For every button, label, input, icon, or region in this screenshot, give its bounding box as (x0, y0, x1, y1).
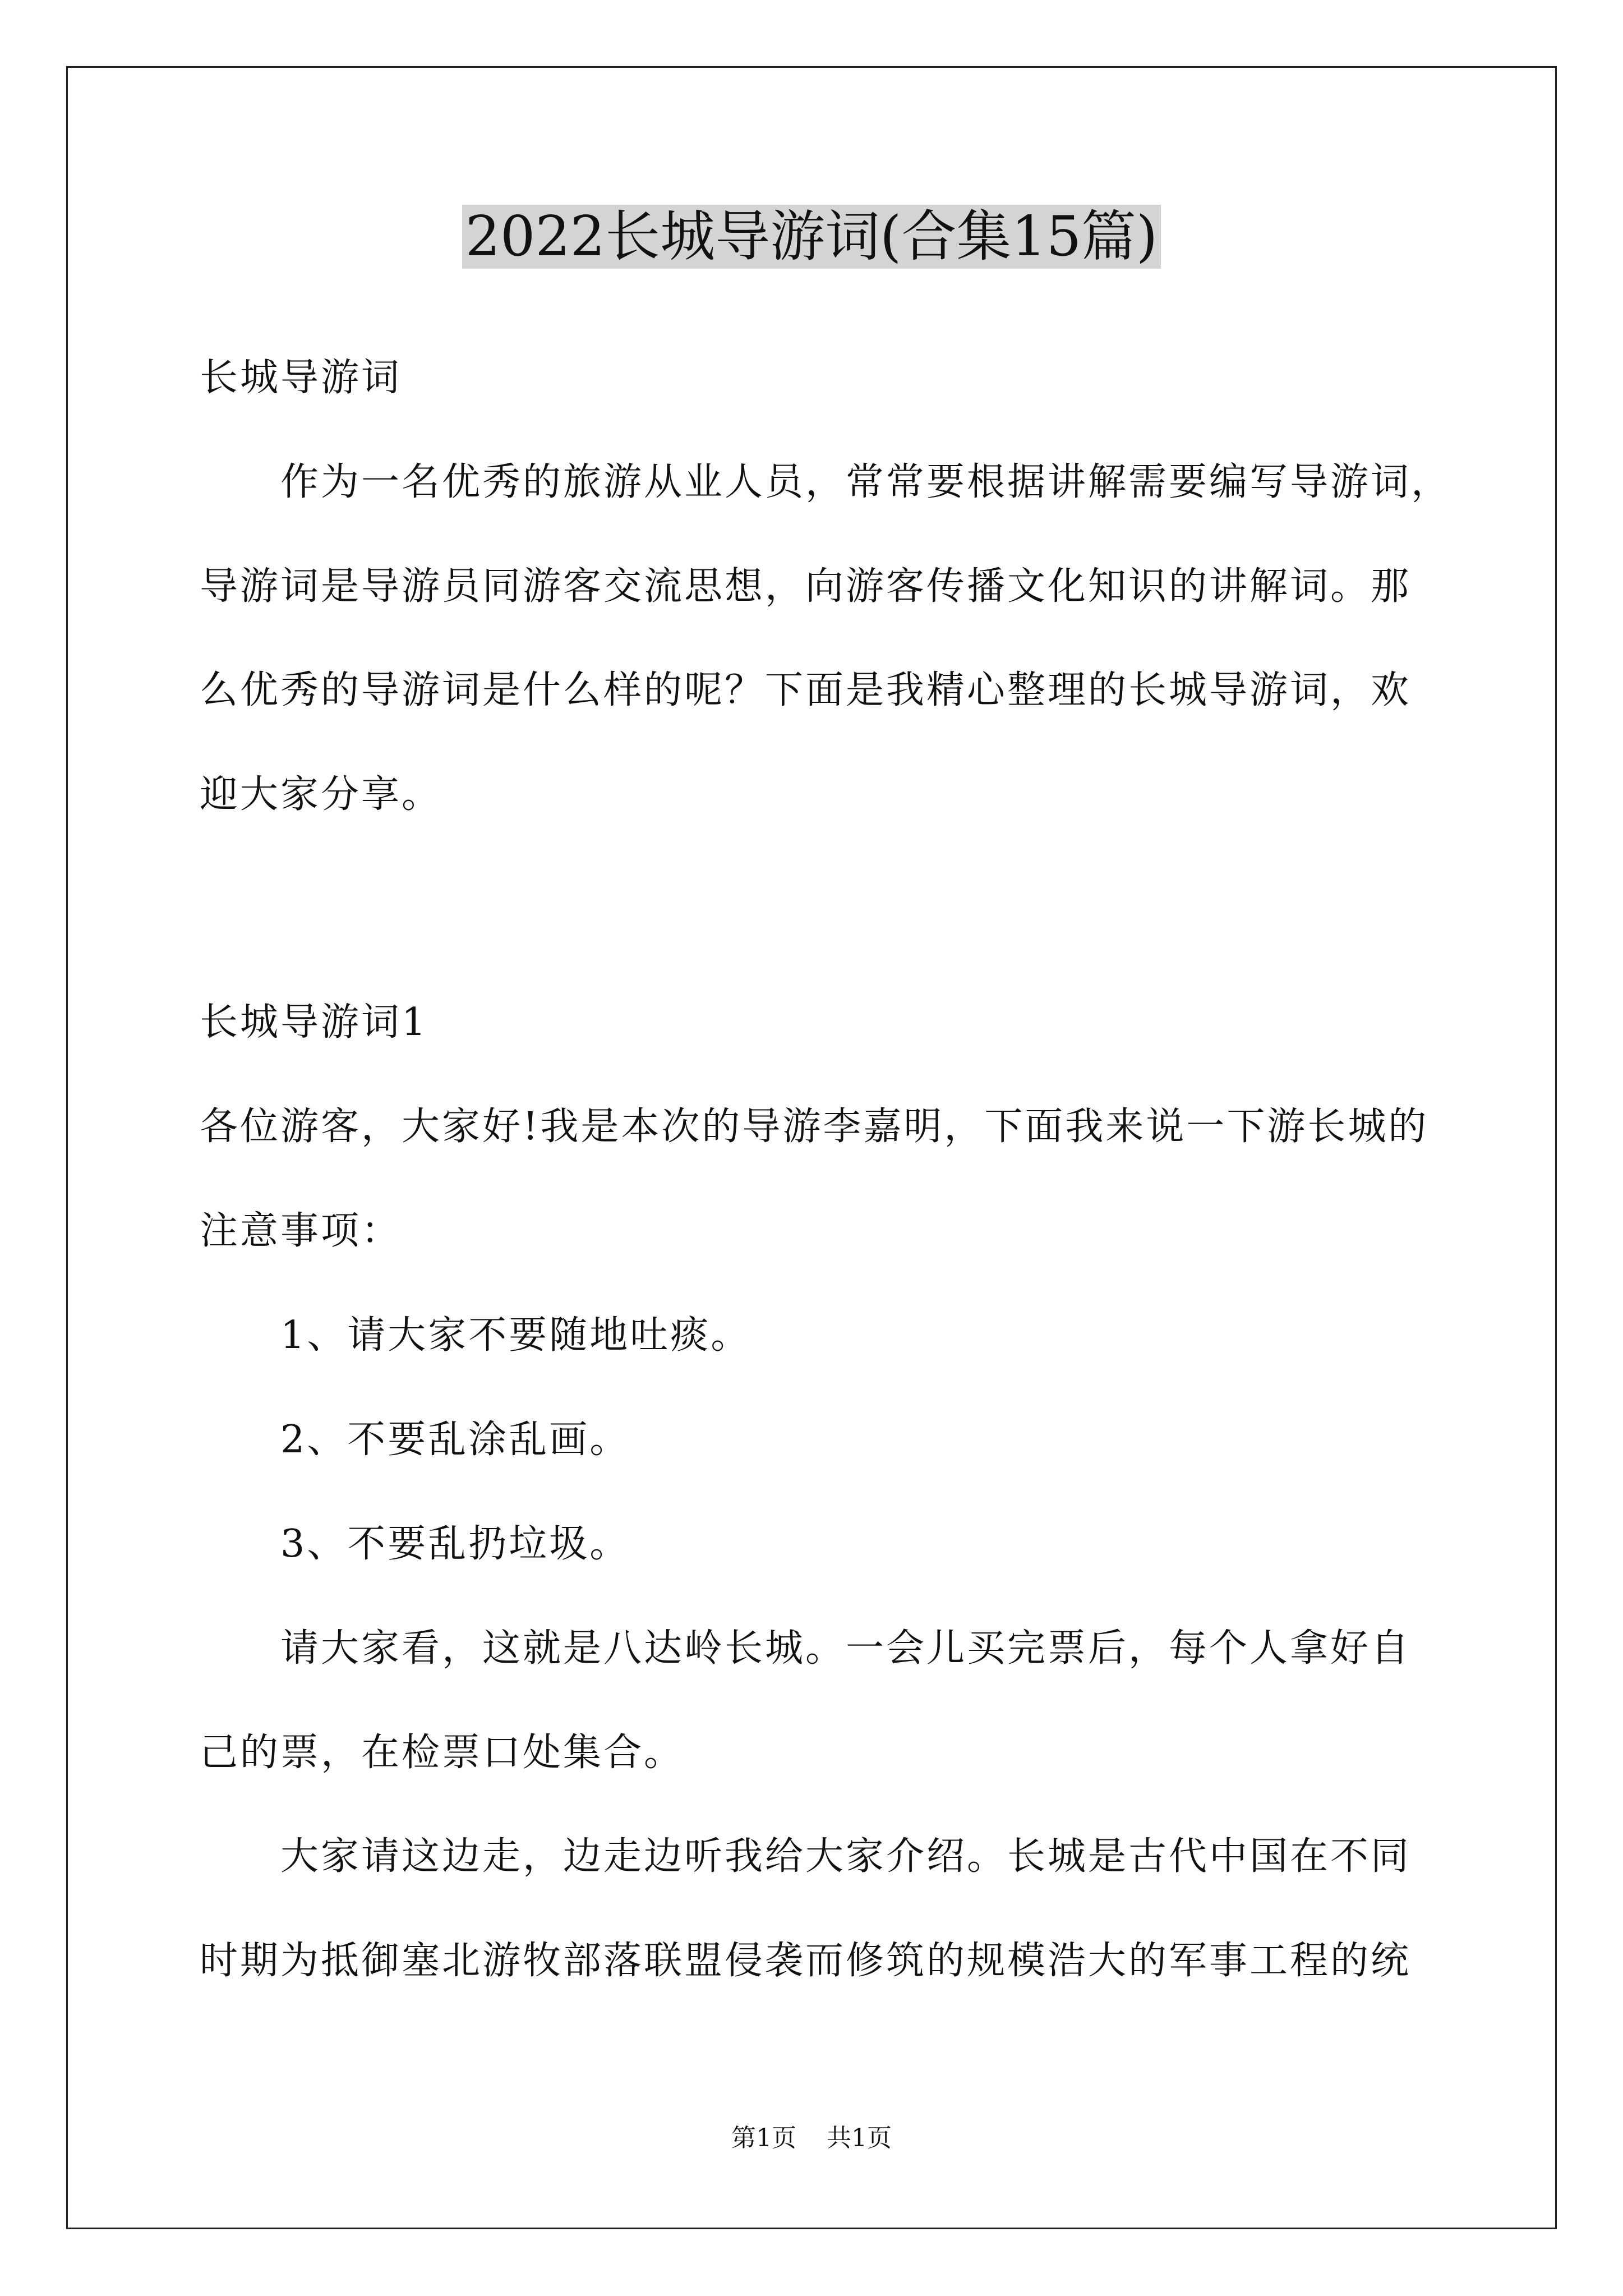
list-item: 3、不要乱扔垃圾。 (280, 1522, 630, 1566)
paragraph-line: 请大家看，这就是八达岭长城。一会儿买完票后，每个人拿好自 (280, 1626, 1412, 1671)
list-item: 2、不要乱涂乱画。 (280, 1418, 630, 1462)
paragraph-line: 注意事项： (200, 1209, 402, 1253)
document-title (0, 197, 1623, 276)
paragraph-line: 迎大家分享。 (200, 772, 442, 817)
page-number: 第1页 (731, 2124, 796, 2152)
page-total: 共1页 (827, 2124, 892, 2152)
title-text: 2022长城导游词(合集15篇) (462, 205, 1161, 269)
list-item: 1、请大家不要随地吐痰。 (280, 1313, 751, 1358)
paragraph-line: 导游词是导游员同游客交流思想，向游客传播文化知识的讲解词。那 (200, 564, 1412, 609)
paragraph-line: 各位游客，大家好!我是本次的导游李嘉明，下面我来说一下游长城的 (200, 1105, 1429, 1149)
paragraph-line: 时期为抵御塞北游牧部落联盟侵袭而修筑的规模浩大的军事工程的统 (200, 1939, 1412, 1983)
section-heading: 长城导游词 (200, 356, 402, 400)
page-footer (0, 2122, 1623, 2155)
paragraph-line: 己的票，在检票口处集合。 (200, 1731, 685, 1775)
section-heading: 长城导游词1 (200, 1000, 428, 1045)
paragraph-line: 么优秀的导游词是什么样的呢？下面是我精心整理的长城导游词，欢 (200, 668, 1412, 712)
paragraph-line: 大家请这边走，边走边听我给大家介绍。长城是古代中国在不同 (280, 1834, 1412, 1879)
paragraph-line: 作为一名优秀的旅游从业人员，常常要根据讲解需要编写导游词， (280, 460, 1452, 504)
